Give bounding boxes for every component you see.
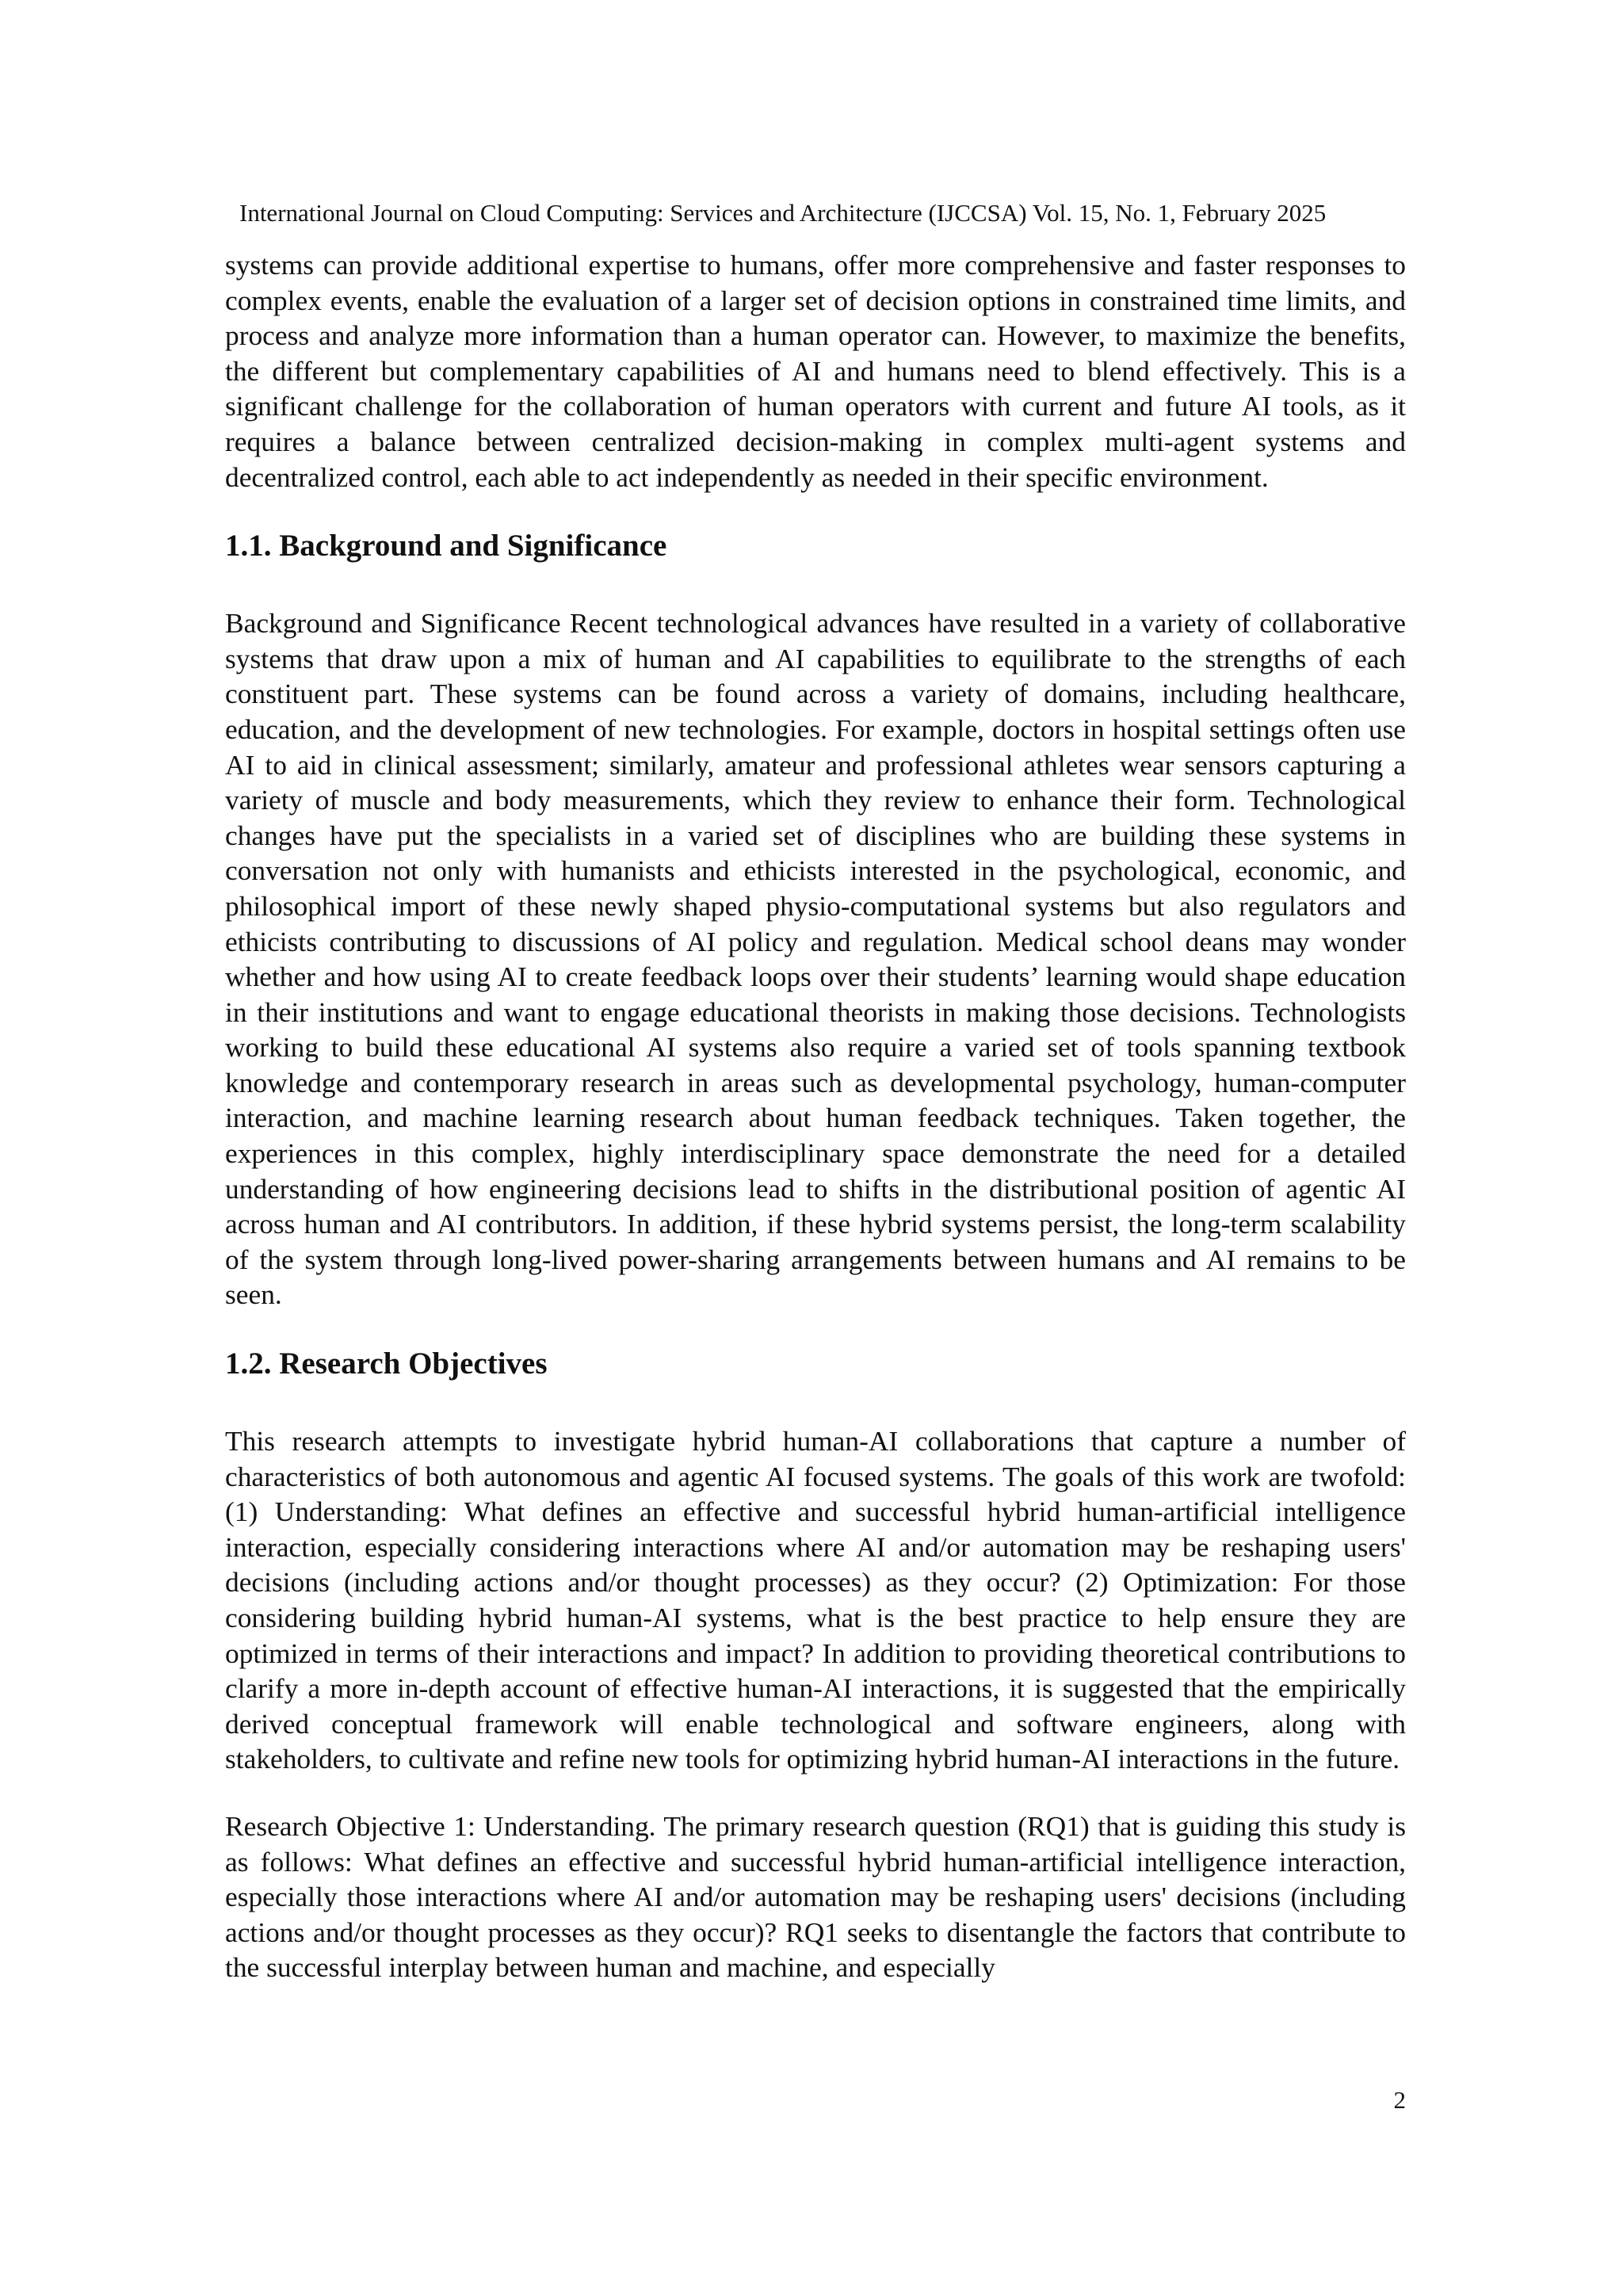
objectives-paragraph: This research attempts to investigate hybrid human-AI collaborations that capture a number of characteristics of both autonomous and agentic AI focused systems. The goals of this work are twofold: (1) Understanding: What defines an effective and successful hybrid human-artificial intelligence interaction, especially considering interactions where AI and/or automation may be reshaping users' decisions (including actions and/or thought processes) as they occur? (2) Optimization: For those considering building hybrid human-AI systems, what is the best practice to help ensure they are optimized in terms of their interactions and impact? In addition to providing theoretical contributions to clarify a more in-depth account of effective human-AI interactions, it is suggested that the empirically derived conceptual framework will enable technological and software engineers, along with stakeholders, to cultivate and refine new tools for optimizing hybrid human-AI interactions in the future.	[225, 1425, 1406, 1775]
page-number: 2	[1393, 2086, 1406, 2114]
section-heading-research-objectives: 1.2. Research Objectives	[225, 1347, 548, 1381]
intro-paragraph: systems can provide additional expertise to humans, offer more comprehensive and faster responses to complex events, enable the evaluation of a larger set of decision options in constrained time limits, and process and analyze more information than a human operator can. However, to maximize the benefits, the different but complementary capabilities of AI and humans need to blend effectively. This is a significant challenge for the collaboration of human operators with current and future AI tools, as it requires a balance between centralized decision-making in complex multi-agent systems and decentralized control, each able to act independently as needed in their specific environment.	[225, 249, 1406, 493]
article-body	[225, 247, 1406, 1985]
background-paragraph: Background and Significance Recent technological advances have resulted in a variety of collaborative systems that draw upon a mix of human and AI capabilities to equilibrate to the strengths of each constituent part. These systems can be found across a variety of domains, including healthcare, education, and the development of new technologies. For example, doctors in hospital settings often use AI to aid in clinical assessment; similarly, amateur and professional athletes wear sensors capturing a variety of muscle and body measurements, which they review to enhance their form. Technological changes have put the specialists in a varied set of disciplines who are building these systems in conversation not only with humanists and ethicists interested in the psychological, economic, and philosophical import of these newly shaped physio-computational systems but also regulators and ethicists contributing to discussions of AI policy and regulation. Medical school deans may wonder whether and how using AI to create feedback loops over their students’ learning would shape education in their institutions and want to engage educational theorists in making those decisions. Technologists working to build these educational AI systems also require a varied set of tools spanning textbook knowledge and contemporary research in areas such as developmental psychology, human-computer interaction, and machine learning research about human feedback techniques. Taken together, the experiences in this complex, highly interdisciplinary space demonstrate the need for a detailed understanding of how engineering decisions lead to shifts in the distributional position of agentic AI across human and AI contributors. In addition, if these hybrid systems persist, the long-term scalability of the system through long-lived power-sharing arrangements between humans and AI remains to be seen.	[225, 607, 1406, 1311]
research-objective-1-paragraph: Research Objective 1: Understanding. The primary research question (RQ1) that is guiding this study is as follows: What defines an effective and successful hybrid human-artificial intelligence interaction, especially those interactions where AI and/or automation may be reshaping users' decisions (including actions and/or thought processes as they occur)? RQ1 seeks to disentangle the factors that contribute to the successful interplay between human and machine, and especially	[225, 1809, 1406, 1984]
section-heading-background: 1.1. Background and Significance	[225, 529, 667, 563]
running-header: International Journal on Cloud Computing: Services and Architecture (IJCCSA) Vol. 15, No. 1, February 2025	[239, 199, 1327, 227]
